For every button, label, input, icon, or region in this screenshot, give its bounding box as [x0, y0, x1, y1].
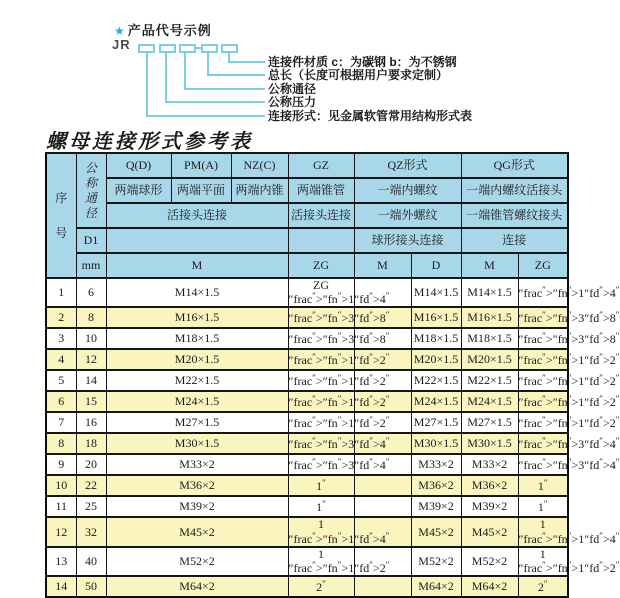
- cell-dn: 20: [76, 454, 106, 475]
- cell-qz-d: M14×1.5: [411, 278, 461, 307]
- cell-zg: 1 ″frac″>″fn″>1″ ″ ″: [288, 546, 390, 576]
- cell-no: 10: [46, 475, 76, 496]
- cell-no: 12: [46, 517, 76, 546]
- cell-no: 14: [46, 576, 76, 597]
- cell-qg-zg: 1″: [518, 475, 568, 496]
- cell-qg-m: M52×2: [461, 547, 518, 576]
- label-connection-form: 连接形式：见金属软管常用结构形式表: [268, 109, 473, 123]
- cell-m: M20×1.5: [106, 349, 288, 370]
- header-seq-no: 序号: [46, 153, 76, 278]
- cell-qg-m: M16×1.5: [461, 307, 518, 328]
- header-sub-pm: 两端平面: [171, 178, 231, 203]
- cell-dn: 8: [76, 307, 106, 328]
- cell-m: M22×1.5: [106, 370, 288, 391]
- cell-m: M14×1.5: [106, 278, 288, 307]
- cell-qz-m: [354, 496, 411, 517]
- cell-no: 4: [46, 349, 76, 370]
- header-unit-qg-m: M: [461, 253, 518, 278]
- header-unit-qz-d: D: [411, 253, 461, 278]
- cell-qg-m: M24×1.5: [461, 391, 518, 412]
- cell-qz-d: M20×1.5: [411, 349, 461, 370]
- cell-dn: 10: [76, 328, 106, 349]
- table-row: [46, 547, 568, 576]
- cell-dn: 6: [76, 278, 106, 307]
- label-nominal-pressure: 公称压力: [268, 95, 317, 109]
- cell-zg: ″frac″>″fn″>3″ ″ ″: [288, 328, 354, 349]
- cell-zg: ″frac″>″fn″>3″ ″ ″: [288, 433, 354, 454]
- cell-m: M45×2: [106, 517, 288, 546]
- header-union-left: 活接头连接: [106, 203, 288, 228]
- cell-m: M52×2: [106, 547, 288, 576]
- cell-qg-zg: 1 ″frac″>″fn″>1″fd″>4″: [518, 517, 620, 546]
- connector-line: [228, 61, 265, 63]
- header-empty-left: [106, 228, 288, 253]
- cell-qg-zg: ″frac″>″fn″>3″fd″>8″: [518, 307, 568, 328]
- header-row-3: [46, 203, 568, 228]
- table-body: [46, 278, 620, 597]
- cell-qz-d: M39×2: [411, 496, 461, 517]
- cell-dn: 16: [76, 412, 106, 433]
- cell-qg-zg: 2″: [518, 576, 568, 597]
- table-row: [46, 391, 568, 412]
- cell-qz-d: M52×2: [411, 547, 461, 576]
- cell-qg-m: M64×2: [461, 576, 518, 597]
- cell-qz-d: M16×1.5: [411, 307, 461, 328]
- cell-qz-d: M22×1.5: [411, 370, 461, 391]
- table-title: 螺母连接形式参考表: [46, 129, 253, 153]
- cell-qg-zg: ″frac″>″fn″>3″fd″>4″: [518, 433, 568, 454]
- connector-line: [146, 52, 148, 117]
- header-sub-qz: 一端内螺纹: [354, 178, 461, 203]
- cell-no: 3: [46, 328, 76, 349]
- star-icon: ★: [114, 24, 126, 38]
- connector-line: [184, 52, 186, 90]
- cell-zg: ″frac″>″fn″>1″ ″ ″: [288, 391, 354, 412]
- header-unit-qz-m: M: [354, 253, 411, 278]
- header-sub-nz: 两端内锥: [231, 178, 288, 203]
- table-row: [46, 412, 568, 433]
- cell-dn: 15: [76, 391, 106, 412]
- cell-dn: 12: [76, 349, 106, 370]
- header-ball-joint: 球形接头连接: [354, 228, 461, 253]
- connector-line: [165, 52, 167, 103]
- header-row-5: [46, 253, 568, 278]
- cell-qg-m: M30×1.5: [461, 433, 518, 454]
- table-row: [46, 517, 568, 546]
- product-code-diagram: [0, 0, 600, 125]
- reference-table: [45, 152, 620, 598]
- table-row: [46, 328, 568, 349]
- cell-qz-d: M27×1.5: [411, 412, 461, 433]
- header-sub-gz: 两端锥管: [288, 178, 354, 203]
- cell-qz-d: M30×1.5: [411, 433, 461, 454]
- cell-qg-zg: ″frac″>″fn″>1″fd″>2″: [518, 391, 568, 412]
- cell-no: 2: [46, 307, 76, 328]
- cell-qg-zg: ″frac″>″fn″>1″fd″>2″: [518, 412, 568, 433]
- table-row: [46, 307, 568, 328]
- header-unit-zg: ZG: [288, 253, 354, 278]
- table-row: [46, 576, 568, 597]
- header-col-pm: PM(A): [171, 153, 231, 178]
- code-box-3: [179, 44, 196, 53]
- table-row: [46, 433, 568, 454]
- cell-zg: 1 ″frac″>″fn″>1″ ″ ″: [288, 517, 390, 546]
- cell-qg-zg: 1 ″frac″>″fn″>1″fd″>2″: [518, 546, 620, 576]
- connector-line: [165, 101, 265, 103]
- header-row-1: [46, 153, 568, 178]
- cell-zg: ZG ″frac″>″fn″>1″ ″ ″: [288, 278, 390, 307]
- cell-qg-m: M18×1.5: [461, 328, 518, 349]
- cell-m: M16×1.5: [106, 307, 288, 328]
- cell-no: 6: [46, 391, 76, 412]
- header-unit-m: M: [106, 253, 288, 278]
- connector-line: [184, 88, 265, 90]
- header-ext-thread: 一端外螺纹: [354, 203, 461, 228]
- cell-no: 1: [46, 278, 76, 307]
- cell-zg: 1″: [288, 496, 354, 517]
- header-col-nz: NZ(C): [231, 153, 288, 178]
- header-sub-qg: 一端内螺纹活接头: [461, 178, 568, 203]
- table-row: [46, 496, 568, 517]
- cell-m: M24×1.5: [106, 391, 288, 412]
- cell-m: M39×2: [106, 496, 288, 517]
- cell-zg: ″frac″>″fn″>1″ ″ ″: [288, 412, 354, 433]
- cell-qz-d: M24×1.5: [411, 391, 461, 412]
- cell-no: 13: [46, 547, 76, 576]
- table-row: [46, 475, 568, 496]
- cell-m: M33×2: [106, 454, 288, 475]
- header-empty-gz: [288, 228, 354, 253]
- cell-qg-m: M14×1.5: [461, 278, 518, 307]
- connector-line: [207, 52, 209, 76]
- cell-dn: 22: [76, 475, 106, 496]
- product-code-prefix: JR: [112, 37, 131, 52]
- header-unit-qg-zg: ZG: [518, 253, 568, 278]
- header-col-q: Q(D): [106, 153, 171, 178]
- cell-no: 7: [46, 412, 76, 433]
- label-material: 连接件材质 c：为碳钢 b：为不锈钢: [268, 55, 457, 69]
- cell-qg-m: M27×1.5: [461, 412, 518, 433]
- cell-dn: 14: [76, 370, 106, 391]
- cell-qz-d: M64×2: [411, 576, 461, 597]
- header-nominal-diameter: 公称通径: [76, 153, 106, 228]
- cell-qg-zg: ″frac″>″fn″>3″fd″>8″: [518, 328, 568, 349]
- header-mm: mm: [76, 253, 106, 278]
- cell-dn: 32: [76, 517, 106, 546]
- connector-line: [146, 115, 265, 117]
- table-header: [46, 153, 568, 278]
- header-d1: D1: [76, 228, 106, 253]
- cell-qg-zg: 1″: [518, 496, 568, 517]
- cell-qg-zg: ″frac″>″fn″>3″fd″>4″: [518, 454, 568, 475]
- cell-dn: 25: [76, 496, 106, 517]
- cell-no: 8: [46, 433, 76, 454]
- header-union-gz: 活接头连接: [288, 203, 354, 228]
- cell-zg: 2″: [288, 576, 354, 597]
- cell-m: M27×1.5: [106, 412, 288, 433]
- cell-zg: 1″: [288, 475, 354, 496]
- cell-qg-zg: ″frac″>″fn″>1″fd″>2″: [518, 370, 568, 391]
- header-col-gz: GZ: [288, 153, 354, 178]
- cell-qg-m: M33×2: [461, 454, 518, 475]
- cell-qz-d: M45×2: [411, 517, 461, 546]
- table-row: [46, 370, 568, 391]
- label-nominal-diameter: 公称通径: [268, 82, 317, 96]
- label-total-length: 总长（长度可根据用户要求定制）: [268, 68, 449, 82]
- diagram-title-text: 产品代号示例: [127, 23, 212, 38]
- cell-zg: ″frac″>″fn″>1″ ″ ″: [288, 370, 354, 391]
- header-col-qz: QZ形式: [354, 153, 461, 178]
- cell-qz-d: M36×2: [411, 475, 461, 496]
- cell-qz-d: M18×1.5: [411, 328, 461, 349]
- cell-qg-m: M36×2: [461, 475, 518, 496]
- header-row-2: [46, 178, 568, 203]
- cell-dn: 50: [76, 576, 106, 597]
- header-connect: 连接: [461, 228, 568, 253]
- cell-no: 5: [46, 370, 76, 391]
- connector-line: [207, 74, 265, 76]
- cell-m: M36×2: [106, 475, 288, 496]
- cell-no: 11: [46, 496, 76, 517]
- cell-m: M64×2: [106, 576, 288, 597]
- cell-qz-m: [354, 475, 411, 496]
- cell-qg-m: M20×1.5: [461, 349, 518, 370]
- code-box-4: [201, 44, 218, 53]
- cell-qg-zg: ″frac″>″fn″>1″fd″>4″: [518, 278, 568, 307]
- code-box-2: [159, 44, 176, 53]
- cell-qg-m: M22×1.5: [461, 370, 518, 391]
- cell-zg: ″frac″>″fn″>3″ ″ ″: [288, 307, 354, 328]
- cell-qg-zg: ″frac″>″fn″>1″fd″>2″: [518, 349, 568, 370]
- header-taper-joint: 一端锥管螺纹接头: [461, 203, 568, 228]
- cell-qz-m: [354, 576, 411, 597]
- table-row: [46, 349, 568, 370]
- table-row: [46, 454, 568, 475]
- table-row: [46, 278, 568, 307]
- header-sub-q: 两端球形: [106, 178, 171, 203]
- cell-qg-m: M39×2: [461, 496, 518, 517]
- header-row-4: [46, 228, 568, 253]
- cell-dn: 40: [76, 547, 106, 576]
- cell-qz-d: M33×2: [411, 454, 461, 475]
- cell-m: M30×1.5: [106, 433, 288, 454]
- cell-dn: 18: [76, 433, 106, 454]
- cell-zg: ″frac″>″fn″>1″ ″ ″: [288, 349, 354, 370]
- cell-qg-m: M45×2: [461, 517, 518, 546]
- header-col-qg: QG形式: [461, 153, 568, 178]
- cell-zg: ″frac″>″fn″>3″ ″ ″: [288, 454, 354, 475]
- cell-m: M18×1.5: [106, 328, 288, 349]
- cell-no: 9: [46, 454, 76, 475]
